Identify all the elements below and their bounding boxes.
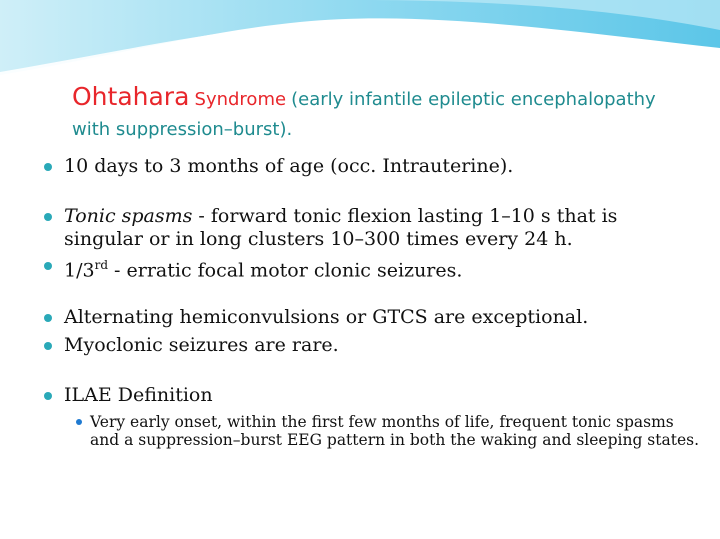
bullet-text: - erratic focal motor clonic seizures. — [108, 259, 463, 282]
slide-title — [72, 82, 712, 145]
title-syndrome: Syndrome — [194, 89, 287, 110]
title-paren: (early infantile epileptic encephalopathy — [291, 89, 656, 110]
bullet-prefix: 1/3 — [64, 259, 95, 282]
bullet-text: Alternating hemiconvulsions or GTCS are exceptional. — [64, 306, 589, 329]
bullet-item — [42, 205, 702, 251]
bullet-italic: Tonic spasms — [64, 205, 193, 227]
bullet-item — [42, 254, 702, 282]
bullet-text: - forward tonic flexion lasting 1–10 s that is singular or in long clusters 10–300 times every 24 h. — [64, 205, 618, 250]
bullet-dot-icon — [44, 342, 52, 350]
bullet-sup: rd — [94, 258, 108, 272]
bullet-dot-icon — [44, 262, 52, 270]
title-ohtahara: Ohtahara — [72, 82, 190, 111]
bullet-item — [42, 155, 702, 178]
sub-bullet-dot-icon — [76, 419, 82, 425]
bullet-text: 10 days to 3 months of age (occ. Intrauterine). — [64, 155, 514, 177]
bullet-list — [42, 155, 702, 449]
bullet-text: ILAE Definition — [64, 384, 213, 407]
bullet-dot-icon — [44, 213, 52, 221]
bullet-item — [42, 306, 702, 329]
header-wave-decoration — [0, 0, 720, 90]
bullet-dot-icon — [44, 314, 52, 322]
sub-bullet-item — [74, 413, 702, 449]
sub-bullet-text: Very early onset, within the first few months of life, frequent tonic spasms and a suppression–burst EEG pattern in both the waking and sleeping states. — [90, 413, 700, 450]
bullet-item — [42, 334, 702, 357]
bullet-item — [42, 384, 702, 407]
bullet-dot-icon — [44, 163, 52, 171]
bullet-text: Myoclonic seizures are rare. — [64, 334, 339, 357]
title-line2: with suppression–burst). — [72, 119, 293, 140]
bullet-dot-icon — [44, 392, 52, 400]
